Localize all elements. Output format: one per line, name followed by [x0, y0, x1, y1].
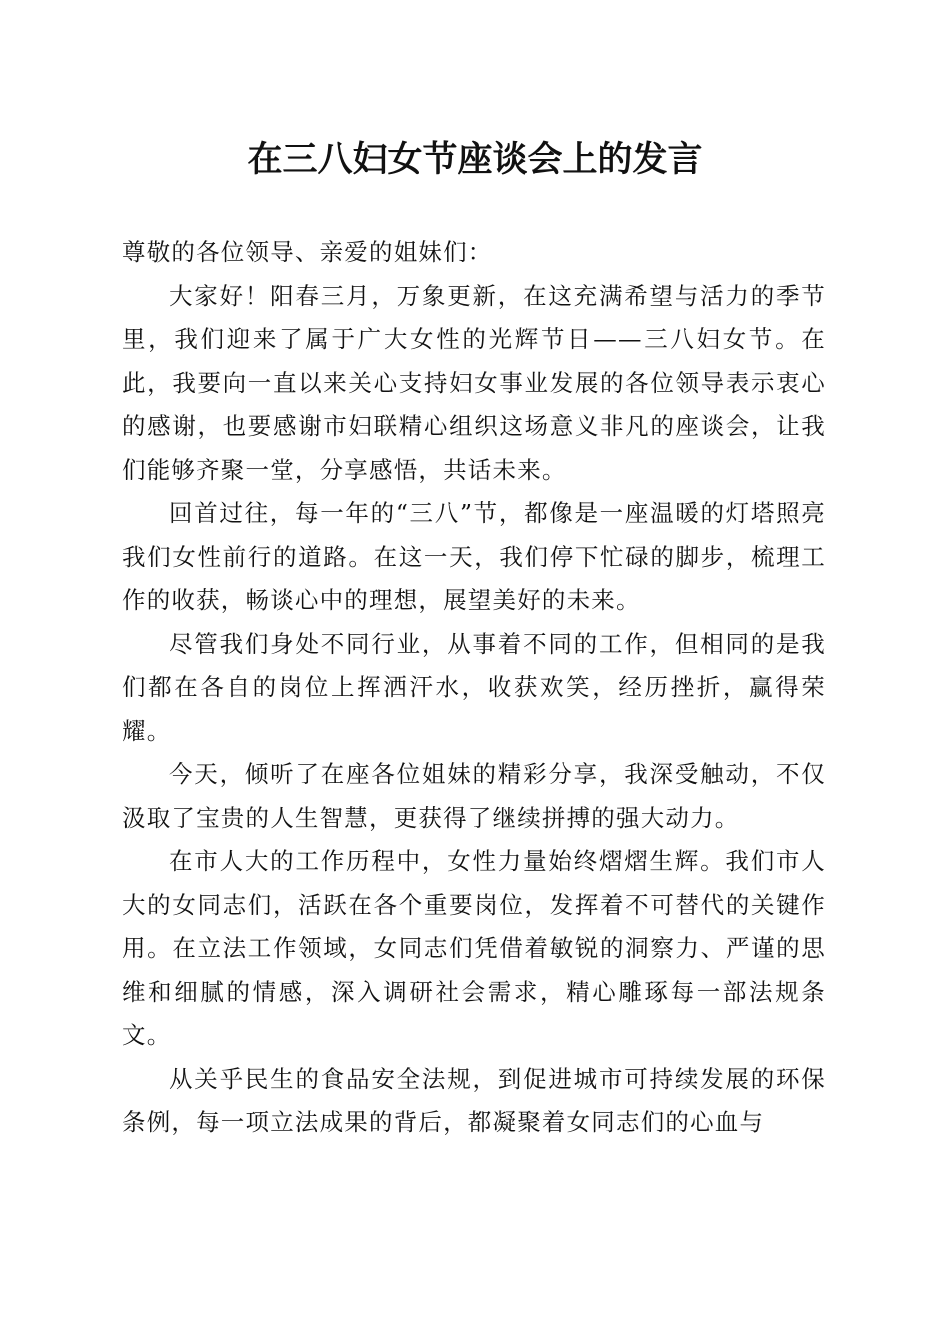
- document-title: 在三八妇女节座谈会上的发言: [247, 139, 703, 180]
- paragraph: 尽管我们身处不同行业，从事着不同的工作，但相同的是我们都在各自的岗位上挥洒汗水，收获欢笑，经历挫折，赢得荣耀。: [122, 629, 826, 745]
- document-body: [122, 231, 826, 1145]
- paragraph: 今天，倾听了在座各位姐妹的精彩分享，我深受触动，不仅汲取了宝贵的人生智慧，更获得了继续拼搏的强大动力。: [122, 760, 826, 832]
- paragraph: 大家好！阳春三月，万象更新，在这充满希望与活力的季节里，我们迎来了属于广大女性的光辉节日——三八妇女节。在此，我要向一直以来关心支持妇女事业发展的各位领导表示衷心的感谢，也要感谢市妇联精心组织这场意义非凡的座谈会，让我们能够齐聚一堂，分享感悟，共话未来。: [122, 281, 826, 484]
- salutation: 尊敬的各位领导、亲爱的姐妹们：: [122, 238, 493, 266]
- paragraph: 从关乎民生的食品安全法规，到促进城市可持续发展的环保条例，每一项立法成果的背后，都凝聚着女同志们的心血与: [122, 1064, 826, 1136]
- paragraph: 在市人大的工作历程中，女性力量始终熠熠生辉。我们市人大的女同志们，活跃在各个重要岗位，发挥着不可替代的关键作用。在立法工作领域，女同志们凭借着敏锐的洞察力、严谨的思维和细腻的情感，深入调研社会需求，精心雕琢每一部法规条文。: [122, 847, 826, 1049]
- paragraph: 回首过往，每一年的“三八”节，都像是一座温暖的灯塔照亮我们女性前行的道路。在这一天，我们停下忙碌的脚步，梳理工作的收获，畅谈心中的理想，展望美好的未来。: [122, 499, 826, 614]
